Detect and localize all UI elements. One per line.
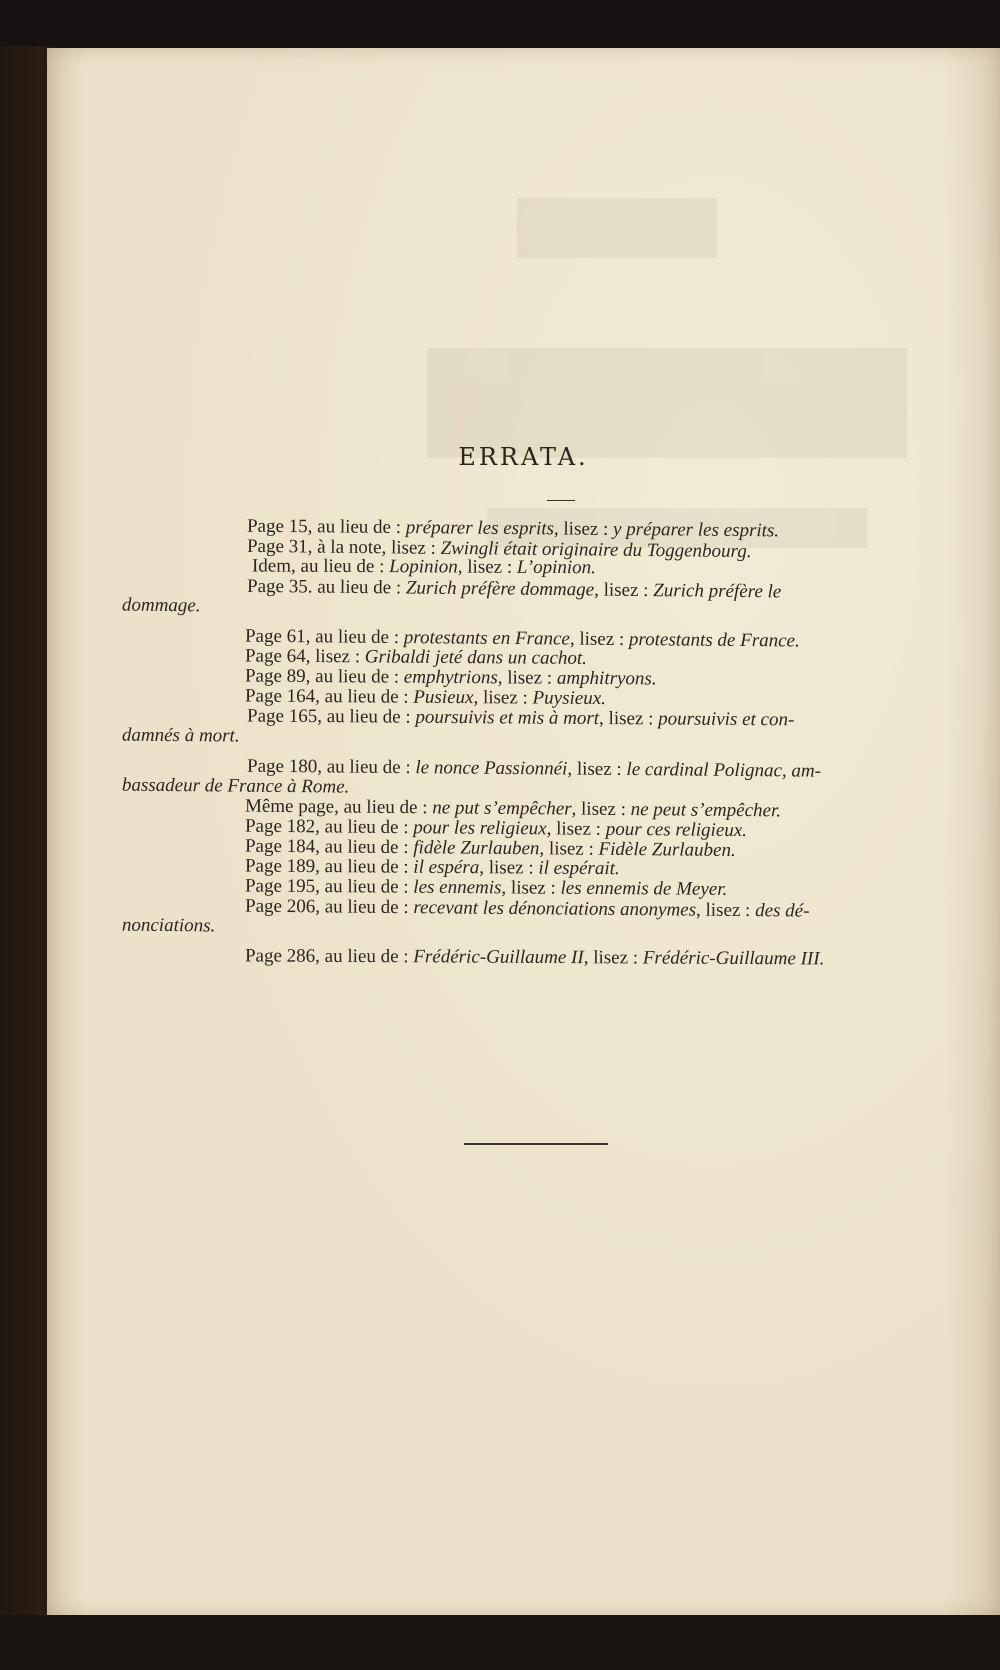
title-divider [547,500,575,501]
errata-correction-text: poursuivis et con- [658,708,795,731]
errata-correction-text: y préparer les esprits. [612,518,780,542]
errata-lisez-label: , lisez : [567,758,627,781]
errata-correction-text: ne peut s’empêcher. [630,799,782,822]
errata-correction-text: Puysieux. [532,687,606,710]
errata-continuation-line: nonciations. [121,914,216,937]
errata-incorrect-text: Zurich préfère dommage [405,577,595,601]
errata-location: Page 89, au lieu de : [244,665,404,688]
errata-continuation-line: dommage. [121,594,201,617]
errata-location: Page 286, au lieu de : [244,945,414,968]
errata-lisez-label: , lisez : [594,579,654,602]
errata-correction-text: Frédéric-Guillaume III. [642,947,825,970]
errata-incorrect-text: le nonce Passionnéi [415,757,568,780]
errata-lisez-label: , lisez : [501,877,561,899]
errata-incorrect-text: pour les religieux [413,817,547,840]
errata-location: Page 15, au lieu de : [246,515,406,539]
errata-correction-text: il espérait. [538,857,620,880]
errata-lisez-label: , lisez : [473,687,533,709]
errata-incorrect-text: fidèle Zurlauben [413,837,540,860]
errata-lisez-label: , lisez : [583,947,643,969]
errata-correction-text: amphitryons. [556,667,657,690]
errata-lisez-label: , lisez : [553,518,614,540]
errata-incorrect-text: recevant les dénonciations anonymes [413,897,697,921]
errata-location: Idem, au lieu de : [251,555,390,578]
closing-rule [464,1143,608,1145]
errata-incorrect-text: poursuivis et mis à mort [415,706,600,730]
errata-correction-text: Zurich préfère le [653,580,782,603]
errata-incorrect-text: Frédéric-Guillaume II [413,946,584,969]
errata-title: ERRATA. [458,443,589,471]
errata-incorrect-text: il espéra [413,856,480,879]
errata-lisez-label: , lisez : [497,667,557,689]
errata-location: Page 61, au lieu de : [244,625,404,649]
errata-lisez-label: , lisez : [457,556,517,578]
errata-incorrect-text: Pusieux [413,686,474,709]
errata-location: Page 180, au lieu de : [246,755,416,779]
errata-entry [121,705,967,752]
errata-correction-text: des dé- [755,900,810,922]
errata-continuation-line: bassadeur de France à Rome. [121,774,350,798]
scan-bottom-edge [0,1615,1000,1670]
errata-correction-text: L’opinion. [516,556,596,579]
errata-lisez-label: , lisez : [546,818,606,840]
errata-incorrect-text: emphytrions [403,666,498,689]
errata-entry [121,575,967,624]
errata-location: Page 31, à la note, lisez : [246,535,441,559]
errata-incorrect-text: ne put s’empêcher [432,797,572,820]
errata-list [121,515,967,970]
errata-incorrect-text: protestants en France [403,627,570,650]
errata-incorrect-text: préparer les esprits [405,517,555,540]
errata-location: Page 189, au lieu de : [244,855,414,878]
errata-location: Page 165, au lieu de : [246,705,416,728]
errata-location: Page 164, au lieu de : [244,685,414,708]
errata-entry [121,895,967,943]
errata-location: Page 35. au lieu de : [246,575,407,599]
errata-lisez-label: , lisez : [539,838,599,860]
errata-location: Page 182, au lieu de : [244,815,414,839]
errata-lisez-label: , lisez : [479,857,539,879]
book-page [47,48,1000,1616]
errata-correction-text: protestants de France. [628,629,800,652]
errata-correction-text: les ennemis de Meyer. [560,877,728,900]
scan-top-edge [0,0,1000,46]
errata-location: Même page, au lieu de : [244,795,433,819]
errata-correction-text: le cardinal Polignac, am- [626,759,822,782]
errata-entry-line [167,946,967,970]
errata-incorrect-text: Lopinion [389,556,458,578]
errata-incorrect-text: les ennemis [413,876,502,899]
errata-entry [167,946,967,970]
errata-location: Page 64, lisez : [244,645,365,668]
errata-location: Page 184, au lieu de : [244,835,414,859]
errata-correction-text: Fidèle Zurlauben. [598,838,736,861]
errata-correction-text: Zwingli était originaire du Toggenbourg. [440,537,752,563]
errata-correction-text: Gribaldi jeté dans un cachot. [364,646,588,669]
errata-location: Page 206, au lieu de : [244,895,414,919]
errata-location: Page 195, au lieu de : [244,875,414,898]
errata-lisez-label: , lisez : [569,628,630,651]
errata-correction-text: pour ces religieux. [605,818,748,842]
errata-lisez-label: , lisez : [599,708,659,730]
errata-lisez-label: , lisez : [571,798,631,821]
errata-lisez-label: , lisez : [695,899,756,922]
errata-continuation-line: damnés à mort. [121,724,240,747]
